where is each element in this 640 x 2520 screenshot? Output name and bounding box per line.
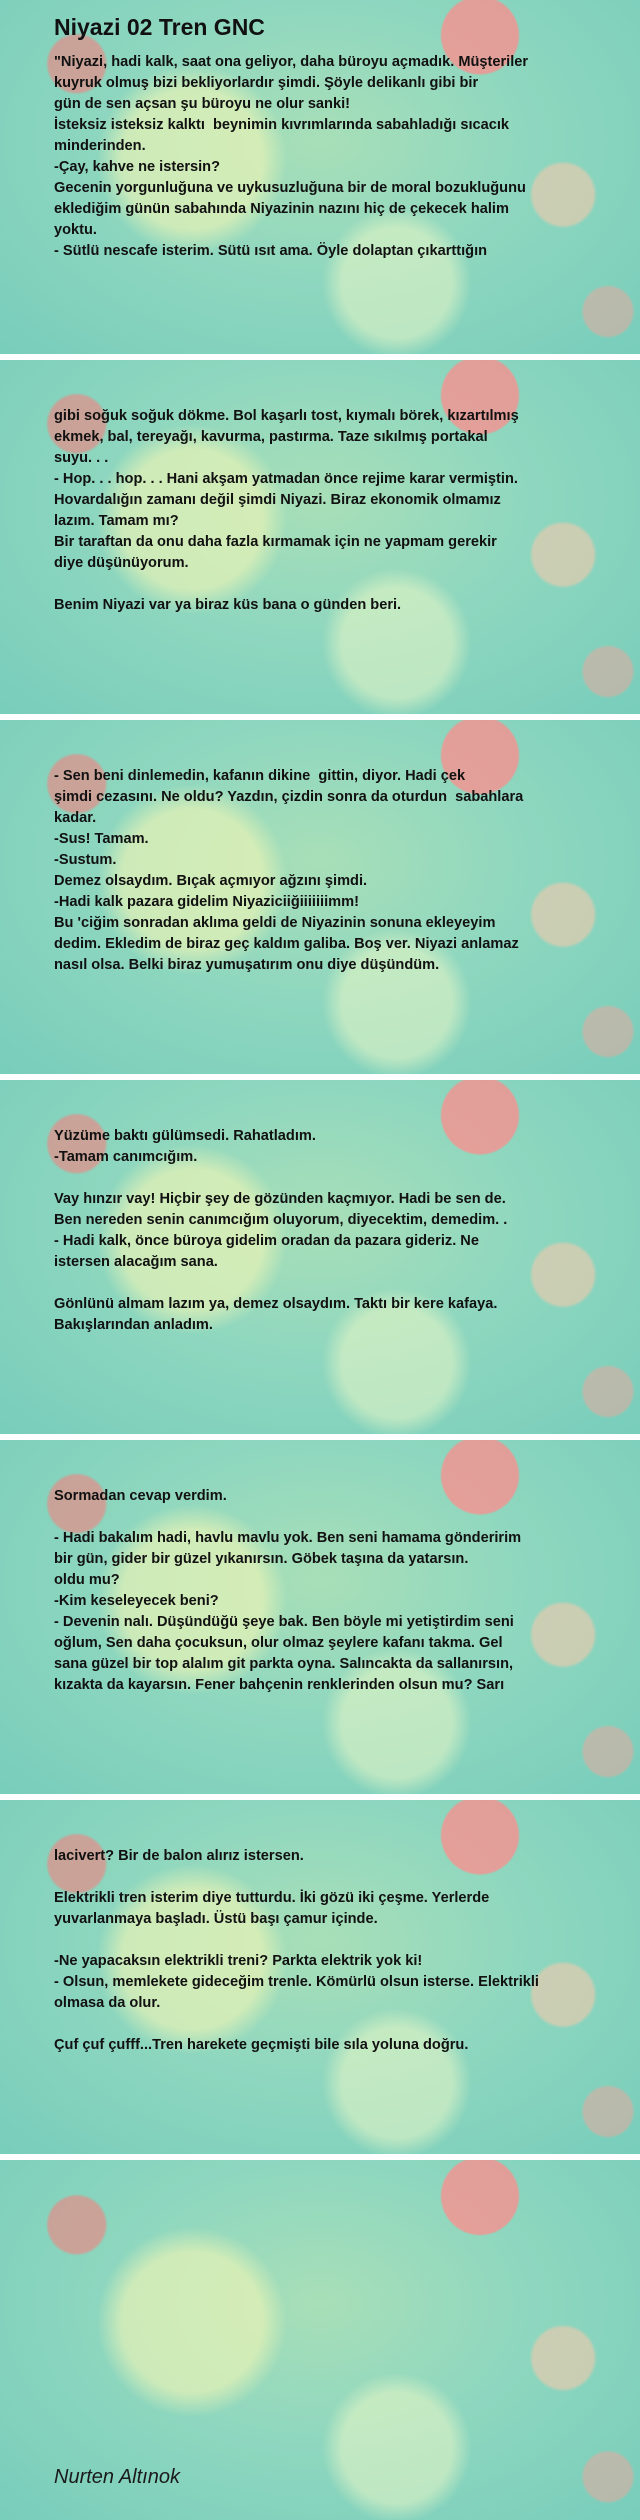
poem-panel-3 — [0, 720, 640, 1074]
poem-panel-5 — [0, 1440, 640, 1794]
poem-stanza-1: "Niyazi, hadi kalk, saat ona geliyor, daha büroyu açmadık. Müşteriler kuyruk olmuş bizi bekliyorlardır şimdi. Şöyle delikanlı gibi bir gün de sen açsan şu büroyu ne olur sanki! İsteksiz isteksiz kalktı beynimin kıvrımlarında sabahladığı sıcacık minderinden. -Çay, kahve ne istersin? Gecenin yorgunluğuna ve uykusuzluğuna bir de moral bozukluğunu eklediğim günün sabahında Niyazinin nazını hiç de çekecek halim yoktu. - Sütlü nescafe isterim. Sütü ısıt ama. Öyle dolaptan çıkarttığın — [54, 54, 529, 259]
author-panel — [0, 2160, 640, 2520]
poem-title: Niyazi 02 Tren GNC — [54, 14, 265, 40]
poem-stanza-4: Yüzüme baktı gülümsedi. Rahatladım. -Tamam canımcığım. Vay hınzır vay! Hiçbir şey de gözünden kaçmıyor. Hadi be sen de. Ben nereden senin canımcığım oluyorum, diyecektim, demedim. . - Hadi kalk, önce büroya gidelim oradan da pazara gideriz. Ne istersen alacağım sana. Gönlünü almam lazım ya, demez olsaydım. Taktı bir kere kafaya. Bakışlarından anladım. — [54, 1128, 508, 1333]
poem-stanza-5: Sormadan cevap verdim. - Hadi bakalım hadi, havlu mavlu yok. Ben seni hamama gönderirim bir gün, gider bir güzel yıkanırsın. Göbek taşına da yatarsın. oldu mu? -Kim keseleyecek beni? - Devenin nalı. Düşündüğü şeye bak. Ben böyle mi yetiştirdim seni oğlum, Sen daha çocuksun, olur olmaz şeylere kafanı takma. Gel sana güzel bir top alalım git parkta oyna. Salıncakta da sallanırsın, kızakta da kayarsın. Fener bahçenin renklerinden olsun mu? Sarı — [54, 1488, 522, 1693]
poem-stanza-6: lacivert? Bir de balon alırız istersen. Elektrikli tren isterim diye tutturdu. İki gözü iki çeşme. Yerlerde yuvarlanmaya başladı. Üstü başı çamur içinde. -Ne yapacaksın elektrikli treni? Parkta elektrik yok ki! - Olsun, memlekete gideceğim trenle. Kömürlü olsun isterse. Elektrikli olmasa da olur. Çuf çuf çufff...Tren harekete geçmişti bile sıla yoluna doğru. — [54, 1848, 539, 2053]
poem-panel-1 — [0, 0, 640, 354]
poem-panel-4 — [0, 1080, 640, 1434]
poem-stanza-2: gibi soğuk soğuk dökme. Bol kaşarlı tost, kıymalı börek, kızartılmış ekmek, bal, tereyağı, kavurma, pastırma. Taze sıkılmış portakal suyu. . . - Hop. . . hop. . . Hani akşam yatmadan önce rejime karar vermiştin. Hovardalığın zamanı değil şimdi Niyazi. Biraz ekonomik olmamız lazım. Tamam mı? Bir taraftan da onu daha fazla kırmamak için ne yapmam gerekir diye düşünüyorum. Benim Niyazi var ya biraz küs bana o günden beri. — [54, 408, 519, 613]
poem-panel-6 — [0, 1800, 640, 2154]
poem-stanza-3: - Sen beni dinlemedin, kafanın dikine gittin, diyor. Hadi çek şimdi cezasını. Ne oldu? Yazdın, çizdin sonra da oturdun sabahlara kadar. -Sus! Tamam. -Sustum. Demez olsaydım. Bıçak açmıyor ağzını şimdi. -Hadi kalk pazara gidelim Niyaziciiğiiiiiiimm! Bu 'ciğim sonradan aklıma geldi de Niyazinin sonuna ekleyeyim dedim. Ekledim de biraz geç kaldım galiba. Boş ver. Niyazi anlamaz nasıl olsa. Belki biraz yumuşatırım onu diye düşündüm. — [54, 768, 524, 973]
poem-panel-2 — [0, 360, 640, 714]
poem-author: Nurten Altınok — [54, 2466, 180, 2488]
